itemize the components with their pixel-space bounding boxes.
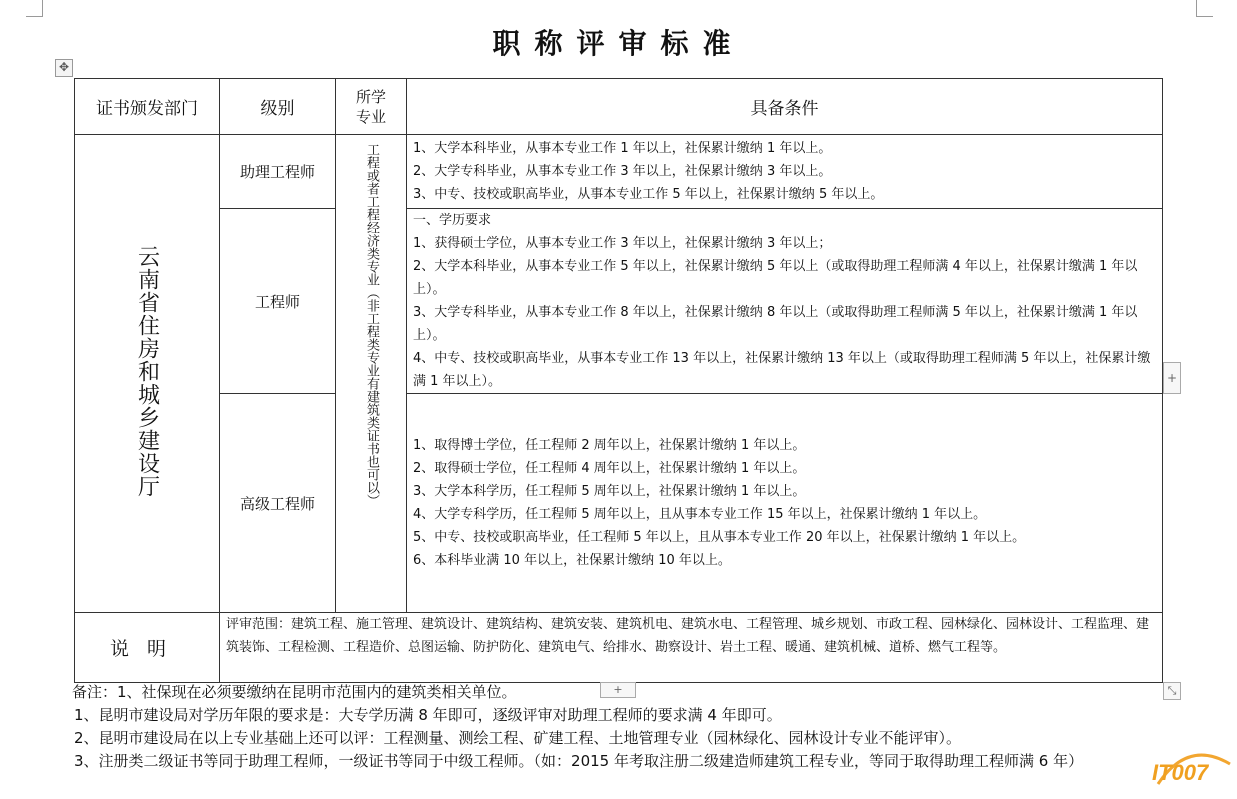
condition-line: 2、取得硕士学位，任工程师 4 周年以上，社保累计缴纳 1 年以上。: [413, 461, 806, 476]
header-level: 级别: [220, 79, 336, 135]
condition-line: 1、取得博士学位，任工程师 2 周年以上，社保累计缴纳 1 年以上。: [413, 438, 806, 453]
add-row-plus-icon[interactable]: +: [600, 682, 636, 698]
condition-line: 一、学历要求: [413, 213, 492, 228]
condition-line: 2、大学本科毕业，从事本专业工作 5 年以上，社保累计缴纳 5 年以上（或取得助理工程师满 4 年以上，社保累计缴满 1 年以上）。: [413, 259, 1138, 297]
condition-line: 2、大学专科毕业，从事本专业工作 3 年以上，社保累计缴纳 3 年以上。: [413, 164, 832, 179]
table-row: [75, 209, 1163, 394]
table-resize-icon[interactable]: ⤡: [1163, 682, 1181, 700]
remark-line: 1、昆明市建设局对学历年限的要求是：大专学历满 8 年即可，逐级评审对助理工程师的要求满 4 年即可。: [74, 706, 782, 724]
conditions-engineer: [407, 209, 1163, 394]
page-corner-mark-left: [26, 0, 43, 17]
condition-line: 3、中专、技校或职高毕业，从事本专业工作 5 年以上，社保累计缴纳 5 年以上。: [413, 187, 884, 202]
major-text: 工程或者工程经济类专业（非工程类专业有建筑类证书也可以）: [364, 143, 379, 507]
remark-line: 备注：1、社保现在必须要缴纳在昆明市范围内的建筑类相关单位。: [72, 683, 517, 701]
table-header-row: [75, 79, 1163, 135]
header-conditions: 具备条件: [407, 79, 1163, 135]
major-cell: [336, 135, 407, 613]
conditions-senior-engineer: [407, 394, 1163, 613]
add-column-plus-icon[interactable]: +: [1163, 362, 1181, 394]
condition-line: 1、获得硕士学位，从事本专业工作 3 年以上，社保累计缴纳 3 年以上；: [413, 236, 832, 251]
header-major: [336, 79, 407, 135]
condition-line: 3、大学本科学历，任工程师 5 周年以上，社保累计缴纳 1 年以上。: [413, 484, 806, 499]
header-major-text: 所学专业: [355, 87, 386, 126]
level-senior-engineer: 高级工程师: [220, 394, 336, 613]
condition-line: 3、大学专科毕业，从事本专业工作 8 年以上，社保累计缴纳 8 年以上（或取得助理工程师满 5 年以上，社保累计缴满 1 年以上）。: [413, 305, 1138, 343]
condition-line: 5、中专、技校或职高毕业，任工程师 5 年以上，且从事本专业工作 20 年以上，社保累计缴纳 1 年以上。: [413, 530, 1026, 545]
page-corner-mark-right: [1196, 0, 1213, 17]
condition-line: 4、大学专科学历，任工程师 5 周年以上，且从事本专业工作 15 年以上，社保累计缴纳 1 年以上。: [413, 507, 987, 522]
watermark-text: IT007: [1152, 760, 1209, 785]
table-move-handle-icon[interactable]: ✥: [55, 59, 73, 77]
table-row: [75, 135, 1163, 209]
condition-line: 4、中专、技校或职高毕业，从事本专业工作 13 年以上，社保累计缴纳 13 年以上（或取得助理工程师满 5 年以上，社保累计缴满 1 年以上）。: [413, 351, 1151, 389]
table-row-note: [75, 613, 1163, 683]
remark-line: 2、昆明市建设局在以上专业基础上还可以评：工程测量、测绘工程、矿建工程、土地管理专业（园林绿化、园林设计专业不能评审）。: [74, 729, 962, 747]
remark-line-text: 3、注册类二级证书等同于助理工程师，一级证书等同于中级工程师。（如：2015 年考取注册二级建造师建筑工程专业，等同于取得助理工程师满 6 年）: [74, 752, 1084, 770]
note-label: 说明: [75, 613, 220, 683]
condition-line: 1、大学本科毕业，从事本专业工作 1 年以上，社保累计缴纳 1 年以上。: [413, 141, 832, 156]
criteria-table: [74, 78, 1163, 683]
condition-line: 6、本科毕业满 10 年以上，社保累计缴纳 10 年以上。: [413, 553, 731, 568]
remark-line: [42, 750, 1202, 773]
level-engineer: 工程师: [220, 209, 336, 394]
level-assistant-engineer: 助理工程师: [220, 135, 336, 209]
page-title: 职称评审标准: [492, 27, 745, 60]
table-row: [75, 394, 1163, 613]
dept-cell: [75, 135, 220, 613]
dept-name: 云南省住房和城乡建设厅: [134, 245, 160, 498]
header-dept: 证书颁发部门: [75, 79, 220, 135]
conditions-assistant-engineer: [407, 135, 1163, 209]
remarks-section: [42, 681, 1202, 773]
evaluation-scope: 评审范围：建筑工程、施工管理、建筑设计、建筑结构、建筑安装、建筑机电、建筑水电、工程管理、城乡规划、市政工程、园林绿化、园林设计、工程监理、建筑装饰、工程检测、工程造价、总图运输、防护防化、建筑电气、给排水、勘察设计、岩土工程、暖通、建筑机械、道桥、燃气工程等。: [220, 613, 1163, 683]
